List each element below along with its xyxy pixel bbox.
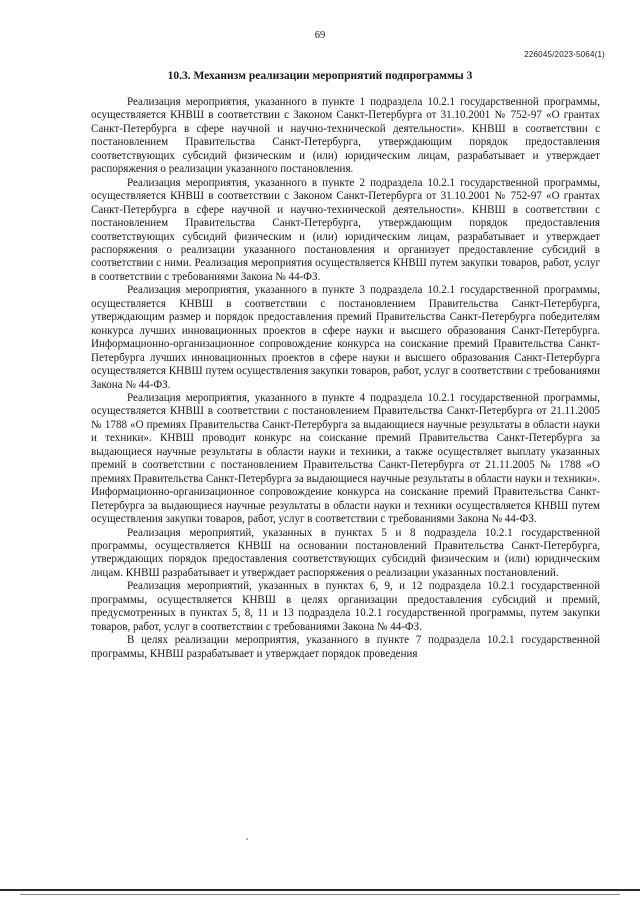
document-body [91,96,600,661]
page-number: 69 [314,30,326,41]
bottom-border-line-thin [20,894,620,895]
paragraph-4: Реализация мероприятия, указанного в пункте 4 подраздела 10.2.1 государственной программы, осуществляется КНВШ в соответствии с постановлением Правительства Санкт-Петербурга от 21.11.2005 № 1788 «О премиях Правительства Санкт-Петербурга за выдающиеся научные результаты в области науки и техники». КНВШ проводит конкурс на соискание премий Правительства Санкт-Петербурга за выдающиеся научные результаты в области науки и техники, а также осуществляет выплату указанных премий в соответствии с постановлением Правительства Санкт-Петербурга от 21.11.2005 № 1788 «О премиях Правительства Санкт-Петербурга за выдающиеся научные результаты в области науки и техники». Информационно-организационное сопровождение конкурса на соискание премий Правительства Санкт-Петербурга за выдающиеся научные результаты в области науки и техники осуществляется КНВШ путем осуществления закупки товаров, работ, услуг в соответствии с требованиями Закона № 44-ФЗ. [91,391,600,526]
section-title: 10.3. Механизм реализации мероприятий подпрограммы 3 [167,70,473,82]
document-id: 226045/2023-5064(1) [524,50,605,59]
paragraph-7: В целях реализации мероприятия, указанного в пункте 7 подраздела 10.2.1 государственной программы, КНВШ разрабатывает и утверждает порядок проведения [91,634,600,660]
bottom-border-line [0,889,640,891]
paragraph-6: Реализация мероприятий, указанных в пунктах 6, 9, и 12 подраздела 10.2.1 государственной программы, осуществляется КНВШ в целях организации предоставления субсидий и премий, предусмотренных в пунктах 5, 8, 11 и 13 подраздела 10.2.1 государственной программы, путем закупки товаров, работ, услуг в соответствии с требованиями Закона № 44-ФЗ. [91,580,600,633]
paragraph-1: Реализация мероприятия, указанного в пункте 1 подраздела 10.2.1 государственной программы, осуществляется КНВШ в соответствии с Законом Санкт-Петербурга от 31.10.2001 № 752-97 «О грантах Санкт-Петербурга в сфере научной и научно-технической деятельности». КНВШ в соответствии с постановлением Правительства Санкт-Петербурга, утверждающим порядок предоставления соответствующих субсидий физическим и (или) юридическим лицам, разрабатывает и утверждает распоряжения о реализации указанного постановления. [91,96,600,176]
scan-speck [246,838,248,840]
paragraph-3: Реализация мероприятия, указанного в пункте 3 подраздела 10.2.1 государственной программы, осуществляется КНВШ в соответствии с постановлением Правительства Санкт-Петербурга, утверждающим размер и порядок предоставления премий Правительства Санкт-Петербурга победителям конкурса лучших инновационных проектов в сфере науки и высшего образования Санкт-Петербурга. Информационно-организационное сопровождение конкурса на соискание премий Правительства Санкт-Петербурга лучших инновационных проектов в сфере науки и высшего образования Санкт-Петербурга осуществляется КНВШ путем осуществления закупки товаров, работ, услуг в соответствии с требованиями Закона № 44-ФЗ. [91,284,600,391]
paragraph-5: Реализация мероприятий, указанных в пунктах 5 и 8 подраздела 10.2.1 государственной программы, осуществляется КНВШ на основании постановлений Правительства Санкт-Петербурга, утверждающих порядок предоставления соответствующих субсидий физическим и (или) юридическим лицам. КНВШ разрабатывает и утверждает распоряжения о реализации указанных постановлений. [91,526,600,579]
paragraph-2: Реализация мероприятия, указанного в пункте 2 подраздела 10.2.1 государственной программы, осуществляется КНВШ в соответствии с Законом Санкт-Петербурга от 31.10.2001 № 752-97 «О грантах Санкт-Петербурга в сфере научной и научно-технической деятельности». КНВШ в соответствии с постановлением Правительства Санкт-Петербурга, утверждающим порядок предоставления соответствующих субсидий физическим и (или) юридическим лицам, разрабатывает и утверждает распоряжения о реализации указанного постановления и организует предоставление субсидий в соответствии с ними. Реализация мероприятия осуществляется КНВШ путем закупки товаров, работ, услуг в соответствии с требованиями Закона № 44-ФЗ. [91,176,600,283]
